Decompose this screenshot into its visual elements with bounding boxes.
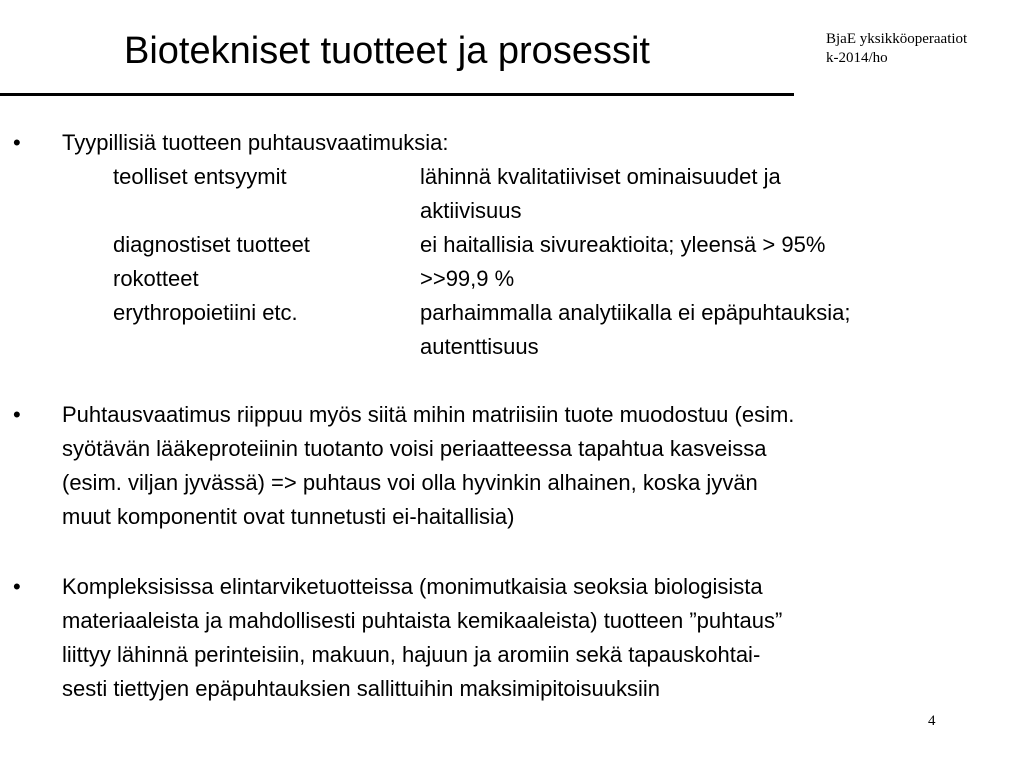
bullet-3-line: liittyy lähinnä perinteisiin, makuun, hajuun ja aromiin sekä tapauskohtai-: [62, 642, 761, 667]
corner-note-line-1: BjaE yksikköoperaatiot: [826, 31, 968, 47]
requirement-term: rokotteet: [113, 266, 199, 291]
bullet-marker: •: [13, 130, 21, 155]
requirement-term: erythropoietiini etc.: [113, 300, 298, 325]
bullet-3-line: Kompleksisissa elintarviketuotteissa (monimutkaisia seoksia biologisista: [62, 574, 763, 599]
page-number: 4: [928, 713, 936, 729]
bullet-2-line: muut komponentit ovat tunnetusti ei-haitallisia): [62, 504, 515, 529]
requirement-desc: ei haitallisia sivureaktioita; yleensä > 95%: [420, 232, 826, 257]
bullet-3-line: materiaaleista ja mahdollisesti puhtaista kemikaaleista) tuotteen ”puhtaus”: [62, 608, 783, 633]
bullet-2-line: Puhtausvaatimus riippuu myös siitä mihin matriisiin tuote muodostuu (esim.: [62, 402, 795, 427]
requirement-desc: autenttisuus: [420, 334, 539, 359]
bullet-marker: •: [13, 574, 21, 599]
requirement-term: diagnostiset tuotteet: [113, 232, 310, 257]
bullet-marker: •: [13, 402, 21, 427]
slide-title: Biotekniset tuotteet ja prosessit: [124, 30, 650, 72]
corner-note: [826, 30, 967, 68]
requirement-term: teolliset entsyymit: [113, 164, 287, 189]
requirement-desc: >>99,9 %: [420, 266, 515, 291]
requirement-desc: parhaimmalla analytiikalla ei epäpuhtauksia;: [420, 300, 851, 325]
bullet-3-line: sesti tiettyjen epäpuhtauksien sallittuihin maksimipitoisuuksiin: [62, 676, 660, 701]
requirement-desc: lähinnä kvalitatiiviset ominaisuudet ja: [420, 164, 781, 189]
bullet-2-line: (esim. viljan jyvässä) => puhtaus voi olla hyvinkin alhainen, koska jyvän: [62, 470, 758, 495]
title-divider: [0, 93, 794, 96]
corner-note-line-2: k-2014/ho: [826, 50, 888, 66]
requirement-desc: aktiivisuus: [420, 198, 522, 223]
bullet-1-heading: Tyypillisiä tuotteen puhtausvaatimuksia:: [62, 130, 449, 155]
bullet-2-line: syötävän lääkeproteiinin tuotanto voisi periaatteessa tapahtua kasveissa: [62, 436, 767, 461]
